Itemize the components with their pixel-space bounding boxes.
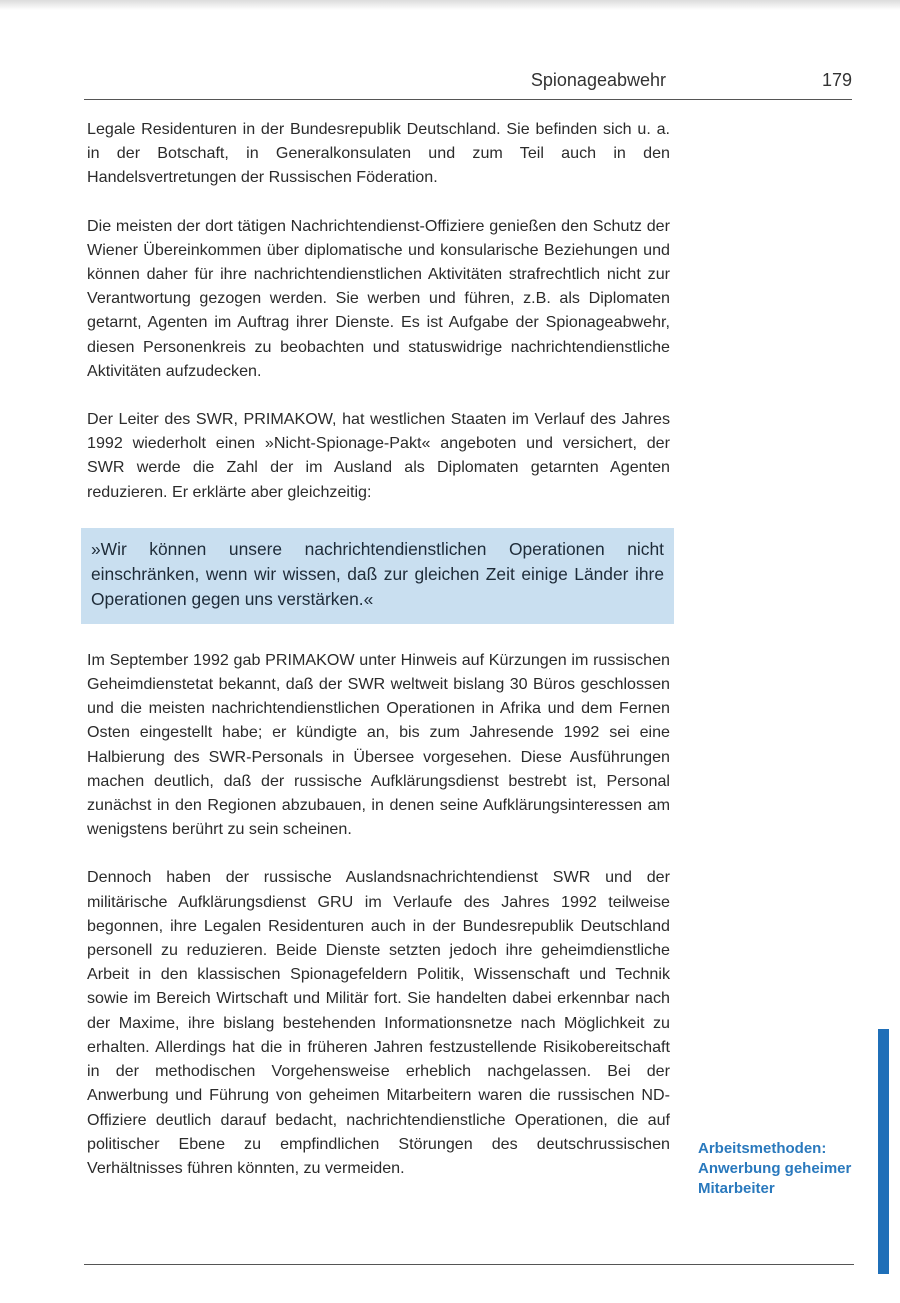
page-number: 179 xyxy=(821,70,852,90)
paragraph-primakow-pact: Der Leiter des SWR, PRIMAKOW, hat westlichen Staaten im Verlauf des Jahres 1992 wiederholt einen »Nicht-Spionage-Pakt« angeboten und versichert, der SWR werde die Zahl der im Ausland als Diplomaten getarnten Agenten reduzieren. Er erklärte aber gleichzeitig: xyxy=(87,410,670,501)
running-header xyxy=(84,66,852,96)
margin-note xyxy=(698,1139,858,1199)
footer-rule xyxy=(84,1264,854,1265)
margin-note-heading: Arbeitsmethoden: xyxy=(698,1140,827,1157)
scan-top-shadow xyxy=(0,0,900,10)
main-text-column xyxy=(87,117,670,1204)
paragraph-legal-residences: Legale Residenturen in der Bundesrepublik Deutschland. Sie befinden sich u. a. in der Botschaft, in Generalkonsulaten und zum Teil auch in den Handelsvertretungen der Russischen Föderation. xyxy=(87,120,670,187)
paragraph-intelligence-officers: Die meisten der dort tätigen Nachrichtendienst-Offiziere genießen den Schutz der Wiener Übereinkommen über diplomatische und konsularische Beziehungen und können daher für ihre nachrichtendienstlichen Aktivitäten strafrechtlich nicht zur Verantwortung gezogen werden. Sie werben und führen, z.B. als Diplomaten getarnt, Agenten im Auftrag ihrer Dienste. Es ist Aufgabe der Spionageabwehr, diesen Personenkreis zu beobachten und statuswidrige nachrichtendienstliche Aktivitäten aufzudecken. xyxy=(87,216,670,380)
margin-note-subheading: Anwerbung geheimer Mitarbeiter xyxy=(698,1160,852,1197)
margin-marker-bar xyxy=(878,1029,889,1274)
highlighted-quote: »Wir können unsere nachrichtendienstlichen Operationen nicht einschränken, wenn wir wissen, daß zur gleichen Zeit einige Länder ihre Operationen gegen uns verstärken.« xyxy=(81,528,674,624)
header-rule xyxy=(84,99,852,100)
running-title: Spionageabwehr xyxy=(530,70,666,90)
paragraph-svr-gru-reduction: Dennoch haben der russische Auslandsnachrichtendienst SWR und der militärische Aufklärungsdienst GRU im Verlaufe des Jahres 1992 teilweise begonnen, ihre Legalen Residenturen auch in der Bundesrepublik Deutschland personell zu reduzieren. Beide Dienste setzten jedoch ihre geheimdienstliche Arbeit in den klassischen Spionagefeldern Politik, Wissenschaft und Technik sowie im Bereich Wirtschaft und Militär fort. Sie handelten dabei erkennbar nach der Maxime, ihre bislang bestehenden Informationsnetze nach Möglichkeit zu erhalten. Allerdings hat die in früheren Jahren festzustellende Risikobereitschaft in der methodischen Vorgehensweise erheblich nachgelassen. Bei der Anwerbung und Führung von geheimen Mitarbeitern waren die russischen ND-Offiziere deutlich darauf bedacht, nachrichtendienstliche Operationen, die auf politischer Ebene zu empfindlichen Störungen des deutschrussischen Verhältnisses führen könnten, zu vermeiden. xyxy=(87,868,670,1177)
paragraph-september-1992: Im September 1992 gab PRIMAKOW unter Hinweis auf Kürzungen im russischen Geheimdienstetat bekannt, daß der SWR weltweit bislang 30 Büros geschlossen und die meisten nachrichtendienstlichen Operationen in Afrika und dem Fernen Osten eingestellt habe; er kündigte an, bis zum Jahresende 1992 sei eine Halbierung des SWR-Personals in Übersee vorgesehen. Diese Ausführungen machen deutlich, daß der russische Aufklärungsdienst bestrebt ist, Personal zunächst in den Regionen abzubauen, in denen seine Aufklärungsinteressen am wenigstens berührt zu sein scheinen. xyxy=(87,650,670,839)
